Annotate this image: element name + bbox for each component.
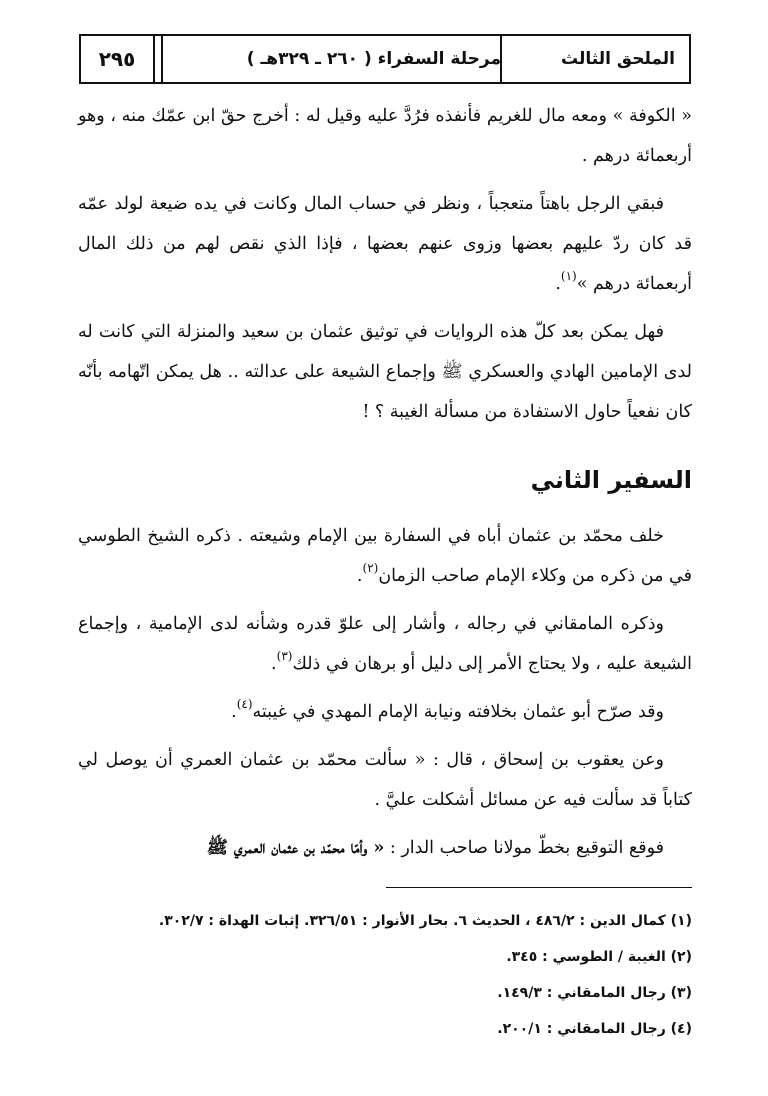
header-divider [161, 34, 163, 84]
footnote: (٤) رجال المامقاني : ٢٠٠/١. [497, 1021, 692, 1037]
paragraph: « الكوفة » ومعه مال للغريم فأنفذه فرُدَّ عليه وقيل له : أخرج حقّ ابن عمّك منه ، وهو أربعمائة درهم . [78, 106, 692, 166]
footnote-ref: (٣) [276, 649, 293, 663]
paragraph: وذكره المامقاني في رجاله ، وأشار إلى علوّ قدره وشأنه لدى الإمامية ، وإجماع الشيعة عليه ، ولا يحتاج الأمر إلى دليل أو برهان في ذلك$^{(٣)}$. [78, 614, 692, 674]
paragraph: فهل يمكن بعد كلّ هذه الروايات في توثيق عثمان بن سعيد والمنزلة التي كانت له لدى الإمامين الهادي والعسكري ﷺ وإجماع الشيعة على عدالته .. هل يمكن اتّهامه بأنّه كان نفعياً حاول الاستفادة من مسألة الغيبة ؟ ! [78, 322, 692, 422]
footnote-ref: (٤) [236, 697, 253, 711]
page-number: ٢٩٥ [98, 47, 136, 71]
footnote-ref: (١) [560, 269, 577, 283]
section-title: الملحق الثالث [561, 49, 675, 69]
section-heading: السفير الثاني [530, 466, 692, 494]
footnote: (٢) الغيبة / الطوسي : ٣٤٥. [506, 949, 692, 965]
header-divider [153, 34, 155, 84]
paragraph: وعن يعقوب بن إسحاق ، قال : « سألت محمّد بن عثمان العمري أن يوصل لي كتاباً قد سألت فيه عن مسائل أشكلت عليَّ . [78, 750, 692, 810]
paragraph: خلف محمّد بن عثمان أباه في السفارة بين الإمام وشيعته . ذكره الشيخ الطوسي في من ذكره من وكلاء الإمام صاحب الزمان$^{(٢)}$. [78, 526, 692, 586]
quote-bold: « وأمّا محمّد بن عثمان العمري ﷺ [206, 838, 385, 858]
footnote-rule [386, 887, 692, 888]
running-header [79, 34, 691, 84]
footnotes [78, 903, 692, 1047]
paragraph: فوقع التوقيع بخطّ مولانا صاحب الدار : « وأمّا محمّد بن عثمان العمري ﷺ [206, 838, 664, 858]
footnote-ref: (٢) [362, 561, 379, 575]
footnote: (١) كمال الدين : ٤٨٦/٢ ، الحديث ٦. بحار الأنوار : ٣٢٦/٥١. إثبات الهداة : ٣٠٢/٧. [158, 913, 692, 929]
paragraph: وقد صرّح أبو عثمان بخلافته ونيابة الإمام المهدي في غيبته$^{(٤)}$. [231, 697, 664, 722]
footnote: (٣) رجال المامقاني : ١٤٩/٣. [497, 985, 692, 1001]
chapter-title: مرحلة السفراء ( ٢٦٠ ـ ٣٢٩هـ ) [246, 49, 501, 69]
main-text [78, 96, 692, 876]
paragraph: فبقي الرجل باهتاً متعجباً ، ونظر في حساب المال وكانت في يده ضيعة لولد عمّه قد كان ردّ عليهم بعضها وزوى عنهم بعضها ، فإذا الذي نقص لهم من ذلك المال أربعمائة درهم »$^{(١)}$. [78, 194, 692, 294]
